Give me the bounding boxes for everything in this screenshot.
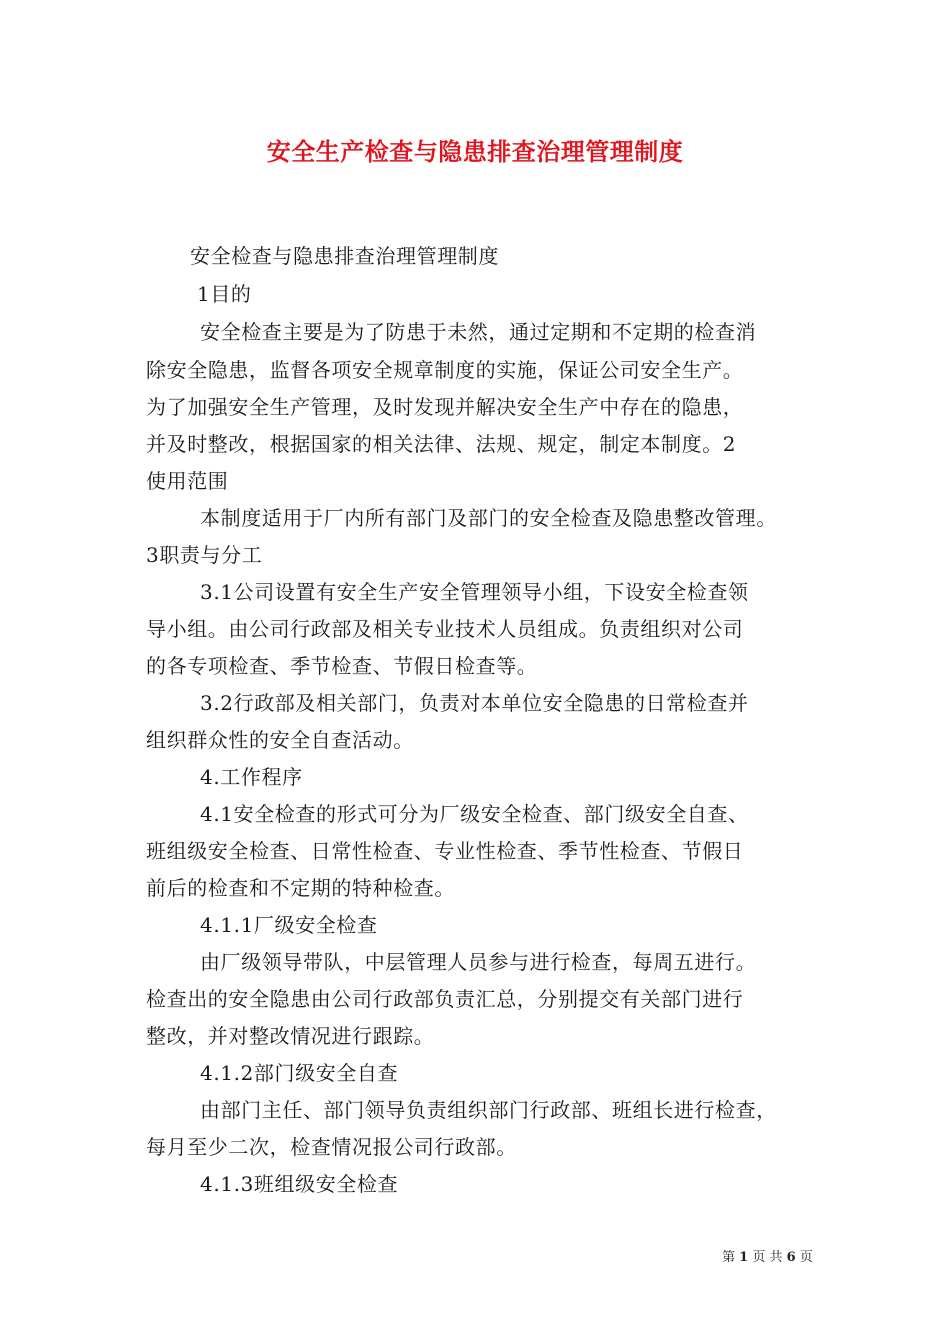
text-line: 1目的: [197, 282, 252, 306]
text-line: 组织群众性的安全自查活动。: [146, 728, 414, 752]
text-line: 每月至少二次，检查情况报公司行政部。: [146, 1135, 517, 1159]
text-line: 的各专项检查、季节检查、节假日检查等。: [146, 654, 538, 678]
footer-suffix: 页: [799, 1250, 813, 1265]
page-footer: [722, 1246, 813, 1265]
text-line: 4.1.1厂级安全检查: [200, 913, 378, 937]
text-line: 由厂级领导带队，中层管理人员参与进行检查，每周五进行。: [200, 950, 757, 974]
text-line: 检查出的安全隐患由公司行政部负责汇总，分别提交有关部门进行: [146, 987, 744, 1011]
footer-total-pages: 6: [786, 1250, 796, 1265]
text-line: 本制度适用于厂内所有部门及部门的安全检查及隐患整改管理。: [200, 506, 777, 530]
text-line: 4.1.3班组级安全检查: [200, 1172, 399, 1196]
text-line: 整改，并对整改情况进行跟踪。: [146, 1024, 435, 1048]
text-line: 由部门主任、部门领导负责组织部门行政部、班组长进行检查，: [200, 1098, 777, 1122]
text-line: 班组级安全检查、日常性检查、专业性检查、季节性检查、节假日: [146, 839, 744, 863]
text-line: 使用范围: [146, 469, 229, 493]
footer-page-number: 1: [739, 1250, 749, 1265]
text-line: 3职责与分工: [146, 543, 263, 567]
footer-middle: 页 共: [752, 1250, 783, 1265]
text-line: 3.1公司设置有安全生产安全管理领导小组，下设安全检查领: [200, 580, 749, 604]
text-line: 导小组。由公司行政部及相关专业技术人员组成。负责组织对公司: [146, 617, 744, 641]
document-title: 安全生产检查与隐患排查治理管理制度: [266, 138, 684, 166]
footer-prefix: 第: [722, 1250, 736, 1265]
text-line: 4.工作程序: [200, 765, 303, 789]
text-line: 4.1安全检查的形式可分为厂级安全检查、部门级安全自查、: [200, 802, 749, 826]
text-line: 4.1.2部门级安全自查: [200, 1061, 399, 1085]
text-line: 除安全隐患，监督各项安全规章制度的实施，保证公司安全生产。: [146, 358, 744, 382]
text-line: 安全检查主要是为了防患于未然，通过定期和不定期的检查消: [200, 320, 757, 344]
text-line: 为了加强安全生产管理，及时发现并解决安全生产中存在的隐患，: [146, 395, 744, 419]
text-line: 安全检查与隐患排查治理管理制度: [190, 244, 499, 268]
text-line: 前后的检查和不定期的特种检查。: [146, 876, 455, 900]
text-line: 3.2行政部及相关部门，负责对本单位安全隐患的日常检查并: [200, 691, 749, 715]
text-line: 并及时整改，根据国家的相关法律、法规、规定，制定本制度。2: [146, 432, 737, 456]
